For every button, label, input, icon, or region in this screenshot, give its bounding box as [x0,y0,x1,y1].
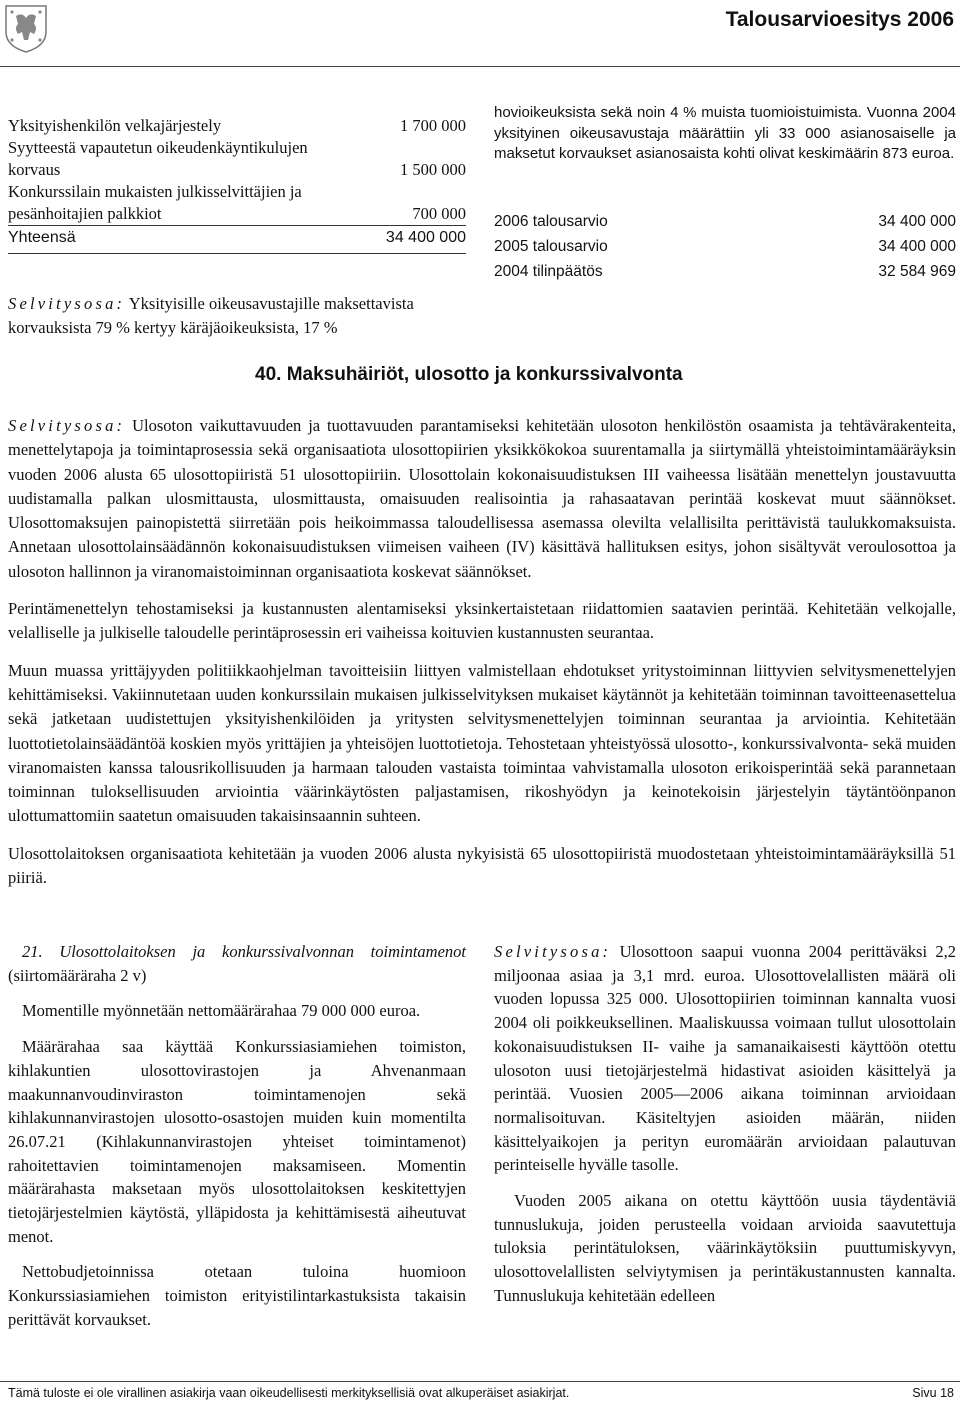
table-row [8,115,466,137]
paragraph [8,414,956,584]
right-column [494,940,956,1320]
row-value: 34 400 000 [878,213,956,230]
paragraph: Muun muassa yrittäjyyden politiikkaohjelman tavoitteisiin liittyen valmistellaan ehdotukset yritystoiminnan liittyvien selvitysmenettelyjen kehittämiseksi. Vakiinnutetaan uuden konkurssilain mukaisen julkisselvityksen mukaiset käytännöt ja kehitetään toiminnan tavoitteenasettelua sekä jatketaan uudistettujen yksityishenkilöiden ja yritysten selvitysmenettelyjen toiminnan seurantaa ja arviointia. Kehitetään luottotietolainsäädäntöä koskien myös yrittäjien ja yhteisöjen luottotietoja. Tehostetaan yhteistyössä ulosotto-, konkurssivalvonta- sekä muiden viranomaisten kanssa talousrikollisuuden ja harmaan talouden vastaista toimintaa vahvistamalla ulosoton erikoisperintää sekä parannetaan toiminnan tuloksellisuuden arviointia väärinkäytösten paljastamisen, rikoshyödyn ja keinotekoisin järjestelyin täytäntöönpanon ulottumattomiin saatetun omaisuuden takaisinsaannin suhteen. [8,660,956,826]
paragraph: Määrärahaa saa käyttää Konkurssiasiamiehen toimiston, kihlakuntien ulosottovirastojen ja Ahvenanmaan maakunnanvoudinviraston toimintamenojen sekä kihlakunnanvirastojen ulosotto-osastojen muiden kuin momentilta 26.07.21 (Kihlakunnanvirastojen yhteiset toimintamenot) rahoitettavien toimintamenojen maksamiseen. Momentin määrärahasta maksetaan myös ulosottolaitoksen keskitettyjen tietojärjestelmien käytöstä, ylläpidosta ja kehittämisestä aiheutuvat menot. [8,1037,466,1246]
paragraph: Vuoden 2005 aikana on otettu käyttöön uusia täydentäviä tunnuslukuja, joiden perusteella voidaan arvioida saavutettuja tuloksia perintätuloksen, väärinkäytöksiin puuttumiskyvyn, ulosottovelallisten selviytymisen ja perintäkustannusten kannalta. Tunnuslukuja kehitetään edelleen [494,1191,956,1305]
appropriation-table [8,115,466,254]
total-bottom-divider [8,253,466,254]
row-value: 1 500 000 [400,160,466,179]
paragraph-text: Ulosottoon saapui vuonna 2004 perittäväksi 2,2 miljoonaa asiaa ja 3,1 mrd. euroa. Ulosottovelallisten määrä oli vuoden lopussa 325 000. Ulosottopiirien toiminnan kannalta vuosi 2004 oli poikkeuksellinen. Maaliskuussa voimaan tullut ulosottolain kokonaisuudistuksen II- vaihe ja samanaikaisesti käyttöön otettu ulosoton uusi tietojärjestelmä hidastivat asioiden käsittelyä ja perintää. Vuosien 2005—2006 aikana toiminnan arvioidaan normalisoituvan. Käsiteltyjen asioiden määrän, niiden käsittelyaikojen ja perityn euromäärän arvioidaan palautuvan perinteiselle hyvälle tasolle. [494,942,956,1175]
document-title: Talousarvioesitys 2006 [725,8,954,31]
table-row [8,181,466,225]
table-row [494,259,956,284]
page-number: Sivu 18 [912,1386,954,1400]
paragraph: Ulosottolaitoksen organisaatiota kehitetään ja vuoden 2006 alusta nykyisistä 65 ulosottopiiristä muodostetaan yhteistoimintamääräyksillä 51 piiriä. [8,843,956,888]
row-value: 32 584 969 [878,263,956,280]
item-suffix: (siirtomääräraha 2 v) [8,965,147,985]
row-value: 34 400 000 [878,238,956,255]
row-value: 700 000 [412,204,466,223]
row-label: 2005 talousarvio [494,238,608,255]
item-heading [8,940,466,987]
footer-divider [0,1381,960,1382]
paragraph-text: Ulosoton vaikuttavuuden ja tuottavuuden parantamiseksi kehitetään ulosoton henkilöstön osaamista ja tehtävärakenteita, menettelytapoja ja toimintaprosessia sekä organisaatiota ulosottopiirien yksikkökokoa suurentamalla ja siirtymällä yhteistoimintamääräyksin vuoden 2006 alusta 65 ulosottopiiristä 51 ulosottopiiriin. Ulosottolain kokonaisuudistuksen III vaiheessa lisätään menettelyn joustavuutta uudistamalla palkan ulosmittausta, ulosmittausta, omaisuuden realisointia ja rahasaatavan perintää koskevat muut säännökset. Ulosottomaksujen painopistettä siirretään pois heikoimmassa taloudellisessa asemassa olevilta velallisilta perittävistä taulukkomaksuista. Annetaan ulosottolainsäädännön kokonaisuudistuksen viimeisen vaiheen (IV) käsittävä hallituksen esitys, johon sisältyvät veroulosottoa ja ulosoton hallinnon ja viranomaistoiminnan organisaatiota koskevat säännökset. [8,416,956,581]
paragraph: Nettobudjetoinnissa otetaan tuloina huomioon Konkurssiasiamiehen toimiston erityistilintarkastuksista takaisin perittävät korvaukset. [8,1262,466,1329]
right-continuation-text: hovioikeuksista sekä noin 4 % muista tuomioistuimista. Vuonna 2004 yksityinen oikeusavustaja määrättiin yli 33 000 asianosaiselle ja maksetut korvaukset asianosaista kohti olivat keskimäärin 873 euroa. [494,104,956,163]
table-row [494,209,956,234]
header-divider [0,66,960,67]
selvitys-label: Selvitysosa: [8,416,126,435]
paragraph [494,940,956,1177]
selvitys-text: Yksityisille oikeusavustajille maksettavista korvauksista 79 % kertyy käräjäoikeuksista, 17 % [8,294,414,337]
paragraph: Perintämenettelyn tehostamiseksi ja kustannusten alentamiseksi yksinkertaistetaan riidattomien saatavien perintää. Kehitetään velkojalle, velalliselle ja julkiselle taloudelle perintäprosessin eri vaiheissa koituvien kustannusten seurantaa. [8,599,956,643]
selvitys-label: Selvitysosa: [8,294,126,313]
total-label: Yhteensä [8,229,76,246]
item-title: 21. Ulosottolaitoksen ja konkurssivalvonnan toimintamenot [22,942,466,961]
total-value: 34 400 000 [385,229,466,246]
table-row [494,234,956,259]
selvitys-label: Selvitysosa: [494,942,612,961]
left-explanation [8,292,466,340]
footer-disclaimer: Tämä tuloste ei ole virallinen asiakirja vaan oikeudellisesti merkityksellisiä ovat alkuperäiset asiakirjat. [8,1386,570,1400]
section-heading: 40. Maksuhäiriöt, ulosotto ja konkurssivalvonta [255,364,683,385]
paragraph: Momentille myönnetään nettomäärärahaa 79 000 000 euroa. [22,1001,421,1021]
row-label: Konkurssilain mukaisten julkisselvittäjien ja pesänhoitajien palkkiot [8,182,302,223]
row-value: 1 700 000 [400,116,466,135]
coat-of-arms-logo [2,2,50,54]
row-label: Syytteestä vapautetun oikeudenkäyntikulujen korvaus [8,138,308,179]
table-row [8,137,466,181]
row-label: 2004 tilinpäätös [494,263,603,280]
section-body [8,414,956,903]
budget-summary-table [494,209,956,284]
total-row [8,226,466,249]
row-label: 2006 talousarvio [494,213,608,230]
row-label: Yksityishenkilön velkajärjestely [8,116,222,135]
left-column [8,940,466,1344]
